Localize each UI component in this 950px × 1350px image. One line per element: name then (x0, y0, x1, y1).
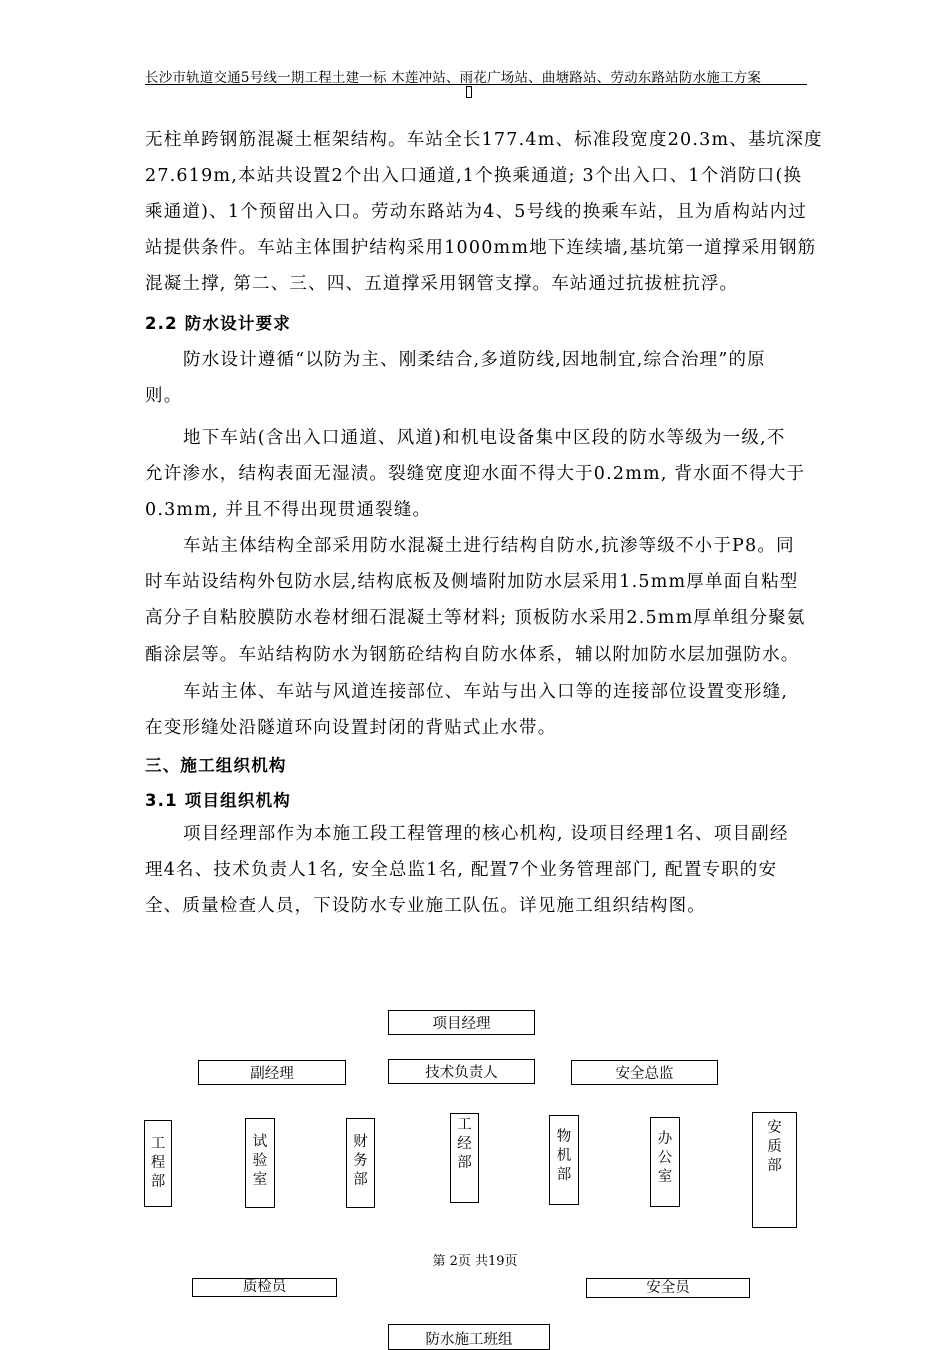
org-box-dept (144, 1120, 172, 1207)
header-marker (466, 86, 472, 98)
org-box-waterproof-team: 防水施工班组 (388, 1324, 550, 1350)
dept-char: 办 (657, 1131, 673, 1147)
body-line: 站提供条件。车站主体围护结构采用1000mm地下连续墙,基坑第一道撑采用钢筋 (145, 238, 817, 258)
dept-char: 部 (767, 1158, 782, 1174)
org-box-dept (549, 1115, 579, 1205)
org-box-deputy: 副经理 (198, 1060, 346, 1085)
dept-char: 经 (457, 1136, 472, 1152)
dept-char: 部 (353, 1172, 368, 1188)
body-line: 车站主体、车站与风道连接部位、车站与出入口等的连接部位设置变形缝, (183, 682, 789, 702)
dept-char: 机部 (556, 1148, 572, 1183)
dept-char: 部 (150, 1174, 166, 1190)
header-rule (145, 84, 807, 85)
dept-char: 室 (252, 1172, 268, 1188)
org-box-dept (245, 1118, 275, 1208)
org-box-manager: 项目经理 (388, 1010, 535, 1035)
body-line: 混凝土撑, 第二、三、四、五道撑采用钢管支撑。车站通过抗拔桩抗浮。 (145, 274, 739, 294)
org-box-dept (752, 1112, 797, 1228)
section-heading-3: 三、施工组织机构 (145, 756, 287, 775)
body-line: 乘通道)、1个预留出入口。劳动东路站为4、5号线的换乘车站，且为盾构站内过 (145, 202, 808, 222)
org-box-safety-director: 安全总监 (571, 1060, 718, 1085)
body-line: 车站主体结构全部采用防水混凝土进行结构自防水,抗渗等级不小于P8。同 (183, 536, 795, 556)
body-line: 地下车站(含出入口通道、风道)和机电设备集中区段的防水等级为一级,不 (183, 428, 786, 448)
body-line: 酯涂层等。车站结构防水为钢筋砼结构自防水体系，辅以附加防水层加强防水。 (145, 645, 800, 665)
body-line: 则。 (145, 386, 183, 406)
body-line: 防水设计遵循“以防为主、刚柔结合,多道防线,因地制宜,综合治理”的原 (183, 350, 766, 370)
body-line: 27.619m,本站共设置2个出入口通道,1个换乘通道; 3个出入口、1个消防口(换 (145, 166, 803, 186)
running-header: 长沙市轨道交通5号线一期工程土建一标 木莲冲站、雨花广场站、曲塘路站、劳动东路站防水施工方案 (145, 70, 762, 86)
body-line: 项目经理部作为本施工段工程管理的核心机构, 设项目经理1名、项目副经 (183, 824, 789, 844)
dept-char: 物 (556, 1129, 572, 1145)
section-heading-3-1: 3.1 项目组织机构 (145, 791, 291, 810)
dept-char: 财 (353, 1134, 368, 1150)
body-line: 全、质量检查人员，下设防水专业施工队伍。详见施工组织结构图。 (145, 896, 706, 916)
body-line: 0.3mm, 并且不得出现贯通裂缝。 (145, 500, 432, 520)
dept-char: 公室 (657, 1150, 673, 1185)
body-line: 时车站设结构外包防水层,结构底板及侧墙附加防水层采用1.5mm厚单面自粘型 (145, 572, 799, 592)
section-heading-2-2: 2.2 防水设计要求 (145, 314, 291, 333)
body-line: 理4名、技术负责人1名, 安全总监1名, 配置7个业务管理部门, 配置专职的安 (145, 860, 778, 880)
dept-char: 工 (150, 1136, 166, 1152)
dept-char: 质 (767, 1139, 782, 1155)
org-box-safety-officer: 安全员 (586, 1278, 750, 1298)
org-box-dept (346, 1118, 375, 1208)
org-box-tech-lead: 技术负责人 (388, 1059, 535, 1084)
dept-char: 工 (457, 1117, 472, 1133)
body-line: 高分子自粘胶膜防水卷材细石混凝土等材料; 顶板防水采用2.5mm厚单组分聚氨 (145, 608, 806, 628)
dept-char: 程 (150, 1155, 166, 1171)
body-line: 允许渗水，结构表面无湿渍。裂缝宽度迎水面不得大于0.2mm, 背水面不得大于 (145, 464, 806, 484)
dept-char: 务 (353, 1153, 368, 1169)
body-line: 无柱单跨钢筋混凝土框架结构。车站全长177.4m、标准段宽度20.3m、基坑深度 (145, 130, 823, 150)
dept-char: 验 (252, 1153, 268, 1169)
body-line: 在变形缝处沿隧道环向设置封闭的背贴式止水带。 (145, 718, 557, 738)
dept-char: 安 (767, 1120, 782, 1136)
dept-char: 试 (252, 1134, 268, 1150)
dept-char: 部 (457, 1155, 472, 1171)
org-box-quality-inspector: 质检员 (192, 1278, 337, 1297)
org-box-dept (450, 1113, 479, 1203)
page-footer: 第 2页 共19页 (432, 1254, 518, 1269)
org-box-dept (650, 1117, 680, 1207)
